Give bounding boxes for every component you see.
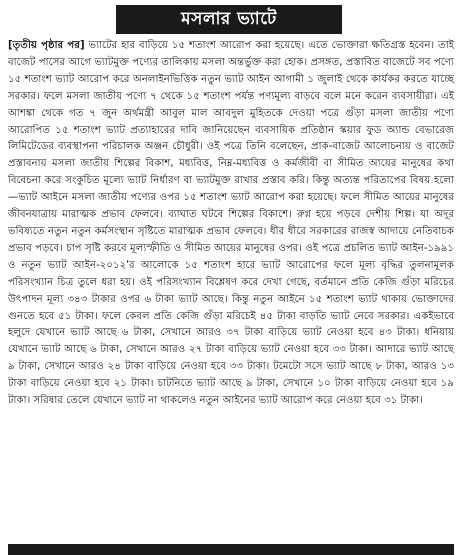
bottom-divider-bar bbox=[8, 544, 454, 555]
article-body-text: ভ্যাটের হার বাড়িয়ে ১৫ শতাংশ আরোপ করা হয়েছে। এতে ভোক্তারা ক্ষতিগ্রস্ত হবেন। তাই বাজেট পাসের আগে ভ্যাটমুক্ত পণ্যের তালিকায় মসলা অন্তর্ভুক্ত করা হোক। প্রসঙ্গত, প্রস্তাবিত বাজেটে সব পণ্যে ১৫ শতাংশ ভ্যাট আরোপ করে অনলাইনভিত্তিক নতুন ভ্যাট আইন আগামী ১ জুলাই থেকে কার্যকর করতে যাচ্ছে সরকার। ফলে মসলা জাতীয় পণ্যে ৭ থেকে ১৫ শতাংশ পর্যন্ত পণ্যমূল্য বাড়বে বলে মনে করেন ব্যবসায়ীরা। এই আশঙ্কা থেকে গত ৭ জুন অর্থমন্ত্রী আবুল মাল আবদুল মুহিতকে দেওয়া পত্রে গুঁড়া মসলা জাতীয় পণ্যে আরোপিত ১৫ শতাংশ ভ্যাট প্রত্যাহারের দাবি জানিয়েছেন ব্যবসায়িক প্রতিষ্ঠান স্কয়ার ফুড অ্যান্ড বেভারেজ লিমিটেডের ব্যবস্থাপনা পরিচালক অঞ্জন চৌধুরী। ওই পত্রে তিনি বলেছেন, প্রাক-বাজেট আলোচনায় ও বাজেট প্রস্তাবনায় মসলা জাতীয় শিল্পের বিকাশ, মধ্যবিত্ত, নিম্ন-মধ্যবিত্ত ও কর্মজীবী বা সীমিত আয়ের মানুষের কথা বিবেচনা করে সংকুচিত মূল্যে ভ্যাট নির্ধারণ বা ভ্যাটমুক্ত রাখার প্রস্তাব করি। কিন্তু অত্যন্ত পরিতাপের বিষয় হলো—ভ্যাট আইনে মসলা জাতীয় পণ্যের ওপর ১৫ শতাংশ ভ্যাট আরোপ করা হয়েছে। ফলে সীমিত আয়ের মানুষের জীবনযাত্রায় মারাত্মক প্রভাব ফেলবে। ব্যাঘাত ঘটবে শিল্পের বিকাশে। রুগ্ন হয়ে পড়বে দেশীয় শিল্প। যা অদূর ভবিষ্যতে নতুন নতুন কর্মসংস্থান সৃষ্টিতে মারাত্মক প্রভাব ফেলবে। ধীর ধীরে সরকারের রাজস্ব আদায়ে নেতিবাচক প্রভাব পড়বে। চাপ সৃষ্টি করবে মূল্যস্ফীতি ও সীমিত আয়ের মানুষের ওপর। ওই পত্রে প্রচলিত ভ্যাট আইন-১৯৯১ ও নতুন ভ্যাট আইন-২০১২'র আলোকে ১৫ শতাংশ হারে ভ্যাট আরোপের ফলে মূল্য বৃদ্ধির তুলনামূলক পরিসংখ্যান চিত্র তুলে ধরা হয়। ওই পরিসংখ্যান বিশ্লেষণ করে দেখা গেছে, বর্তমানে প্রতি কেজি গুঁড়া মরিচের উৎপাদন মূল্য ৩৪৩ টাকার ওপর ৬ টাকা ভ্যাট আছে। কিন্তু নতুন আইনে ১৫ শতাংশ ভ্যাট থাকায় ভোক্তাদের গুনতে হবে ৫১ টাকা। ফলে কেবল প্রতি কেজি গুঁড়া মরিচেই ৪৫ টাকা বাড়তি ভ্যাট নেবে সরকার। একইভাবে হলুদে যেখানে ভ্যাট আছে ৬ টাকা, সেখানে আরও ৩৭ টাকা বাড়িয়ে ভ্যাট নেওয়া হবে ৪৩ টাকা। ধনিয়ায় যেখানে ভ্যাট আছে ৬ টাকা, সেখানে আরও ২৭ টাকা বাড়িয়ে ভ্যাট নেওয়া হবে ৩৩ টাকা। আদারে ভ্যাট আছে ৯ টাকা, সেখানে আরও ২৪ টাকা বাড়িয়ে নেওয়া হবে ৩৩ টাকা। টমেটো সসে ভ্যাট আছে ৮ টাকা, আরও ১৩ টাকা বাড়িয়ে নেওয়া হবে ২১ টাকা। চাটনিতে ভ্যাট আছে ৯ টাকা, সেখানে ১০ টাকা বাড়িয়ে নেওয়া হবে ১৯ টাকা। সরিষার তেলে যেখানে ভ্যাট না থাকলেও নতুন আইনের ভ্যাট আরোপ করে নেওয়া হবে ৩১ টাকা। bbox=[8, 40, 454, 407]
continued-from-label: [তৃতীয় পৃষ্ঠার পর] bbox=[8, 40, 85, 51]
headline-text: মসলার ভ্যাটে bbox=[181, 8, 277, 29]
article-body bbox=[8, 38, 454, 410]
headline-banner bbox=[116, 5, 342, 34]
